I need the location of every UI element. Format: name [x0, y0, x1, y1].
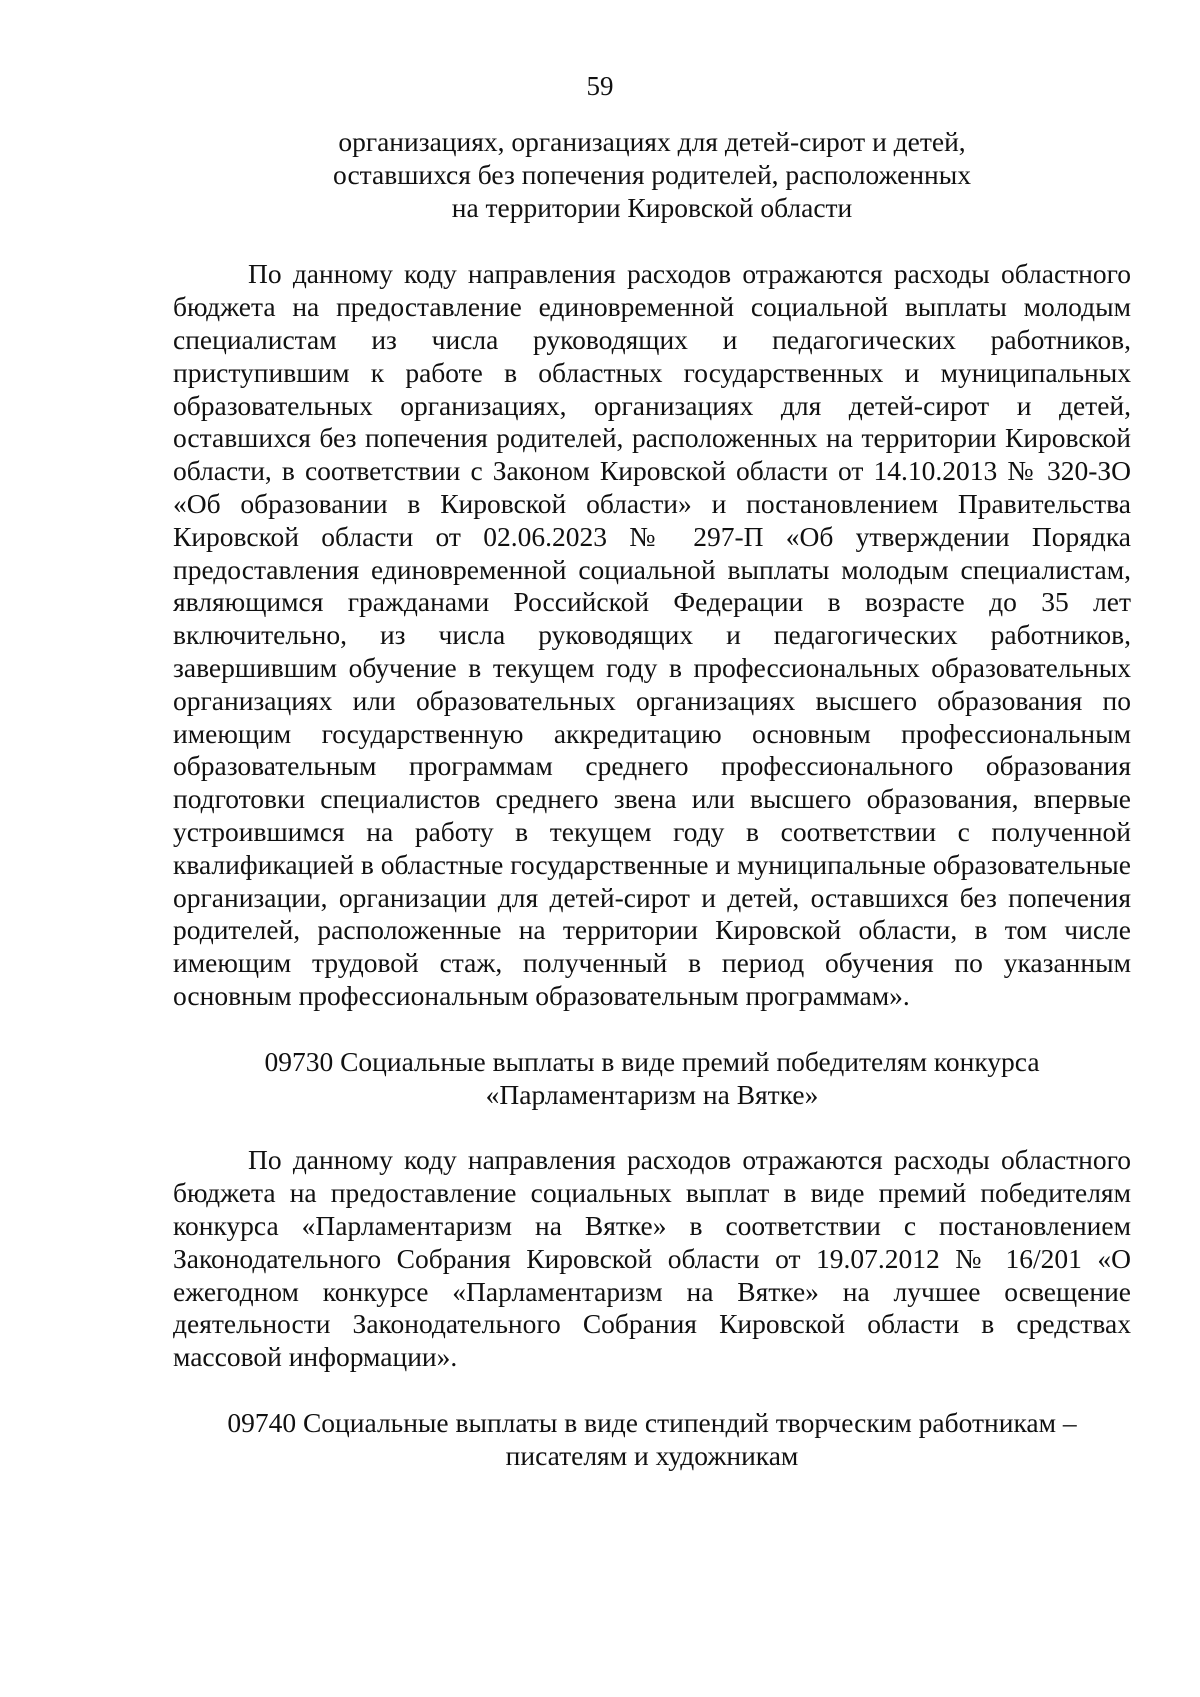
- section-heading-09740: [173, 1407, 1131, 1473]
- document-body: [173, 126, 1131, 1472]
- heading-line: на территории Кировской области: [451, 191, 853, 223]
- spacer: [173, 224, 1131, 258]
- body-paragraph: По данному коду направления расходов отражаются расходы областного бюджета на предоставление единовременной социальной выплаты молодым специалистам из числа руководящих и педагогических работников, приступившим к работе в областных государственных и муниципальных образовательных организациях, организациях для детей-сирот и детей, оставшихся без попечения родителей, расположенных на территории Кировской области, в соответствии с Законом Кировской области от 14.10.2013 № 320-ЗО «Об образовании в Кировской области» и постановлением Правительства Кировской области от 02.06.2023 № 297-П «Об утверждении Порядка предоставления единовременной социальной выплаты молодым специалистам, являющимся гражданами Российской Федерации в возрасте до 35 лет включительно, из числа руководящих и педагогических работников, завершившим обучение в текущем году в профессиональных образовательных организациях или образовательных организациях высшего образования по имеющим государственную аккредитацию основным профессиональным образовательным программам среднего профессионального образования подготовки специалистов среднего звена или высшего образования, впервые устроившимся на работу в текущем году в соответствии с полученной квалификацией в областные государственные и муниципальные образовательные организации, организации для детей-сирот и детей, оставшихся без попечения родителей, расположенные на территории Кировской области, в том числе имеющим трудовой стаж, полученный в период обучения по указанным основным профессиональным образовательным программам».: [173, 258, 1131, 1011]
- spacer: [173, 1374, 1131, 1407]
- heading-line: 09740 Социальные выплаты в виде стипендий творческим работникам –: [227, 1406, 1077, 1438]
- spacer: [173, 1111, 1131, 1144]
- heading-line: «Парламентаризм на Вятке»: [485, 1078, 819, 1110]
- heading-line: 09730 Социальные выплаты в виде премий победителям конкурса: [264, 1045, 1040, 1077]
- spacer: [173, 1013, 1131, 1046]
- body-paragraph: По данному коду направления расходов отражаются расходы областного бюджета на предоставление социальных выплат в виде премий победителям конкурса «Парламентаризм на Вятке» в соответствии с постановлением Законодательного Собрания Кировской области от 19.07.2012 № 16/201 «О ежегодном конкурсе «Парламентаризм на Вятке» на лучшее освещение деятельности Законодательного Собрания Кировской области в средствах массовой информации».: [173, 1144, 1131, 1373]
- heading-line: оставшихся без попечения родителей, расположенных: [333, 158, 971, 190]
- heading-line: писателям и художникам: [505, 1439, 799, 1471]
- heading-line: организациях, организациях для детей-сирот и детей,: [338, 126, 966, 157]
- page-number: 59: [586, 71, 614, 101]
- section-heading-continued: [173, 126, 1131, 224]
- section-heading-09730: [173, 1046, 1131, 1112]
